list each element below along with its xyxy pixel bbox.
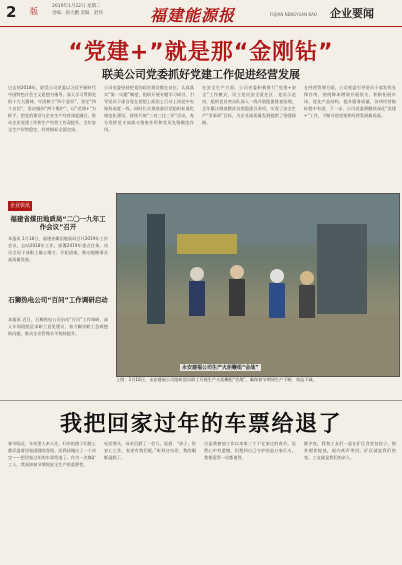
news-photo (116, 193, 400, 377)
lead-subhead: 联美公司党委抓好党建工作促进经营发展 (102, 68, 300, 81)
photo-scene (117, 194, 399, 376)
side-headline-2: 石狮热电公司“百问”工作调研启动 (8, 296, 108, 304)
editor-text: 责编：段大鹏 美编：赵伟 (52, 10, 103, 16)
masthead-subtitle: FUJIAN NENGYUAN BAO (270, 12, 317, 17)
photo-worker-head (270, 269, 284, 283)
photo-right-machine (317, 224, 367, 314)
photo-worker-body (299, 285, 315, 318)
side-body-1: 本报讯 1月18日，福建省煤田地质局召开2019年工作会议，总结2018年工作，部署2019年重点任务，动员全局干部职工凝心聚力、开拓进取，推动地勘事业高质量发展。 (8, 236, 108, 262)
second-headline: 我把回家过年的车票给退了 (59, 412, 342, 437)
edition-label: 版 (30, 7, 38, 16)
second-column-3: 这是我参加工作以来第三个不在家过的春节，虽然心中有遗憾，但想到自己守护的是万家灯火，我便觉得一切都值得。 (204, 441, 296, 460)
lead-column-4: 在经营管理方面，公司党委引导党员干部发挥先锋作用，围绕降本增效开展攻关，积极拓展市场，优化产品结构，提升服务质量，各项经营指标稳中有进。下一步，公司党委将继续深化“党建+”工作，不断开创党建和经营发展新局面。 (304, 85, 396, 118)
lead-column-3: 在安全生产方面，公司党委积极推行“党建+安全”工作模式，设立党员安全责任区、党员示范岗，组织党员突击队深入一线开展隐患排查治理，全年累计排查整改各类隐患百余项，实现了安全生产“零事故”目标，为企业高质量发展提供了坚强保障。 (202, 85, 296, 125)
photo-worker-head (190, 267, 204, 281)
section-divider (0, 400, 402, 401)
photo-worker-body (189, 281, 205, 316)
second-column-4: 除夕夜，我和工友们一起在矿区食堂包饺子，窗外烟花绽放，屋内欢声笑语。矿区就是我们的家，工友就是我们的亲人。 (304, 441, 396, 460)
photo-yellow-equipment (177, 234, 237, 254)
photo-banner: 永安建福公司生产火炬鞭组“会战” (182, 365, 259, 371)
photo-worker-body (269, 283, 285, 318)
second-column-2: 电话那头，母亲沉默了一会儿，说道：“孩子，你安心工作，家里有我们呢。”听到这句话，我的眼眶湿润了。 (104, 441, 196, 460)
section-title: 企业要闻 (330, 7, 374, 20)
date-text: 2019年1月22日 星期二 (52, 4, 101, 9)
lead-column-1: 过去的2018年，联美公司党委以习近平新时代中国特色社会主义思想为指导，深入学习贯彻党的十九大精神，牢固树立“四个意识”，坚定“四个自信”，坚决做到“两个维护”，以“党建+”为抓手，把党的建设与企业生产经营深度融合，推动企业党建工作和生产经营工作双提升，全年安全生产形势稳定，经营指标全面完成。 (8, 85, 96, 132)
side-headline-1: 福建省煤田地质局“二〇一九年工作会议”召开 (10, 215, 106, 231)
news-flash-badge: 企业快讯 (9, 203, 30, 209)
photo-worker-head (230, 265, 244, 279)
lead-column-2: 公司党委坚持把党的政治建设摆在首位，认真落实“第一议题”制度，组织开展专题学习研讨，引导党员干部自觉在思想上政治上行动上同党中央保持高度一致。同时扎实推进基层党组织标准化规范化建设，持续开展“三亮三比三评”活动，充分发挥党支部战斗堡垒作用和党员先锋模范作用。 (104, 85, 194, 132)
photo-caption: 上图：1月16日，永安建福公司组织党员职工开展生产火炬鞭组“会战”，确保春节期间生产不断、效益不减。 (116, 377, 317, 382)
photo-machine (147, 214, 165, 324)
masthead-title: 福建能源报 (150, 6, 236, 25)
photo-worker-body (229, 279, 245, 316)
date-line (52, 4, 142, 18)
lead-headline: “党建+”就是那“金刚钻” (68, 40, 334, 65)
photo-worker-head (300, 271, 314, 285)
second-column-1: 春节临近，车站里人来人往，归乡的游子们脸上都洋溢着回家团圆的喜悦。而我却做出了一个决定——把回家过年的车票给退了。作为一名煤矿工人，我深知春节期间安全生产的重要性。 (8, 441, 96, 467)
side-body-2: 本报讯 近日，石狮热电公司启动“百问”工作调研，深入车间班组征求职工意见建议，着力解决职工急难愁盼问题，推动企业管理水平持续提升。 (8, 317, 108, 336)
edition-number: 2 (6, 3, 17, 21)
